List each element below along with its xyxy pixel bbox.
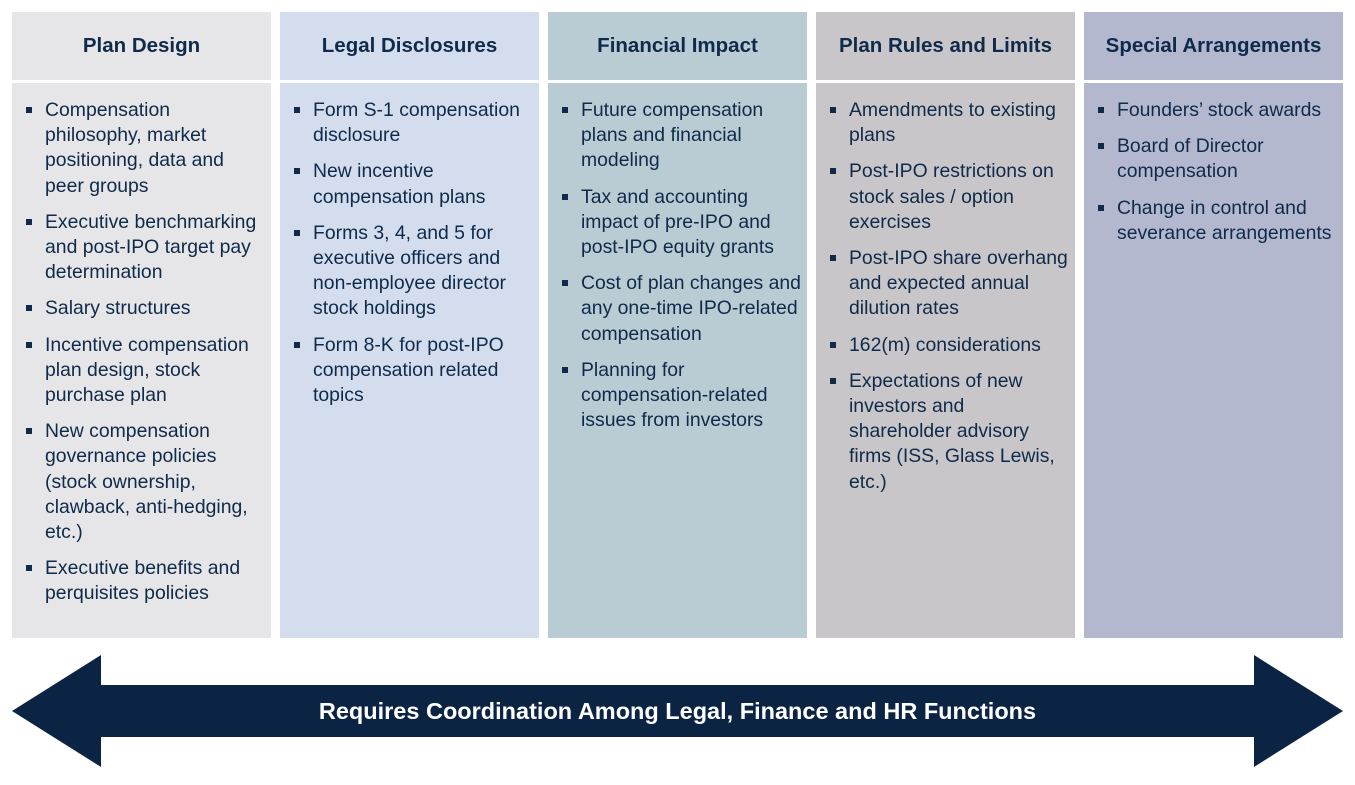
list-item bbox=[24, 419, 265, 545]
list-item bbox=[292, 159, 533, 209]
square-bullet-icon bbox=[830, 378, 836, 384]
list-item-text: Amendments to existing plans bbox=[849, 99, 1056, 147]
square-bullet-icon bbox=[1098, 143, 1104, 149]
column-legal-disclosures bbox=[280, 12, 539, 638]
column-plan-rules-and-limits bbox=[816, 12, 1075, 638]
list-item-text: Board of Director compensation bbox=[1117, 135, 1264, 183]
list-item bbox=[560, 98, 801, 174]
coordination-arrow bbox=[12, 655, 1343, 767]
square-bullet-icon bbox=[562, 107, 568, 113]
list-item-text: Form S-1 compensation disclosure bbox=[313, 99, 520, 147]
square-bullet-icon bbox=[26, 305, 32, 311]
list-item bbox=[292, 98, 533, 148]
column-header: Plan Design bbox=[12, 12, 271, 80]
list-item-text: New incentive compensation plans bbox=[313, 160, 486, 208]
square-bullet-icon bbox=[562, 367, 568, 373]
square-bullet-icon bbox=[26, 219, 32, 225]
list-item bbox=[24, 98, 265, 199]
square-bullet-icon bbox=[562, 194, 568, 200]
list-item-text: Post-IPO restrictions on stock sales / option exercises bbox=[849, 160, 1054, 233]
column-body bbox=[280, 83, 539, 638]
square-bullet-icon bbox=[830, 342, 836, 348]
list-item-text: Founders’ stock awards bbox=[1117, 99, 1322, 121]
list-item bbox=[560, 358, 801, 434]
column-body bbox=[548, 83, 807, 638]
list-item-text: Planning for compensation-related issues from investors bbox=[581, 358, 768, 432]
list-item-text: Tax and accounting impact of pre-IPO and post-IPO equity grants bbox=[581, 185, 774, 259]
square-bullet-icon bbox=[830, 255, 836, 261]
square-bullet-icon bbox=[562, 280, 568, 286]
list-item bbox=[1096, 98, 1337, 123]
square-bullet-icon bbox=[294, 168, 300, 174]
list-item bbox=[24, 556, 265, 606]
square-bullet-icon bbox=[830, 168, 836, 174]
square-bullet-icon bbox=[830, 107, 836, 113]
list-item-text: Forms 3, 4, and 5 for executive officers and non-employee director stock holdings bbox=[313, 221, 506, 320]
list-item bbox=[24, 210, 265, 286]
square-bullet-icon bbox=[1098, 107, 1104, 113]
list-item-text: Expectations of new investors and shareholder advisory firms (ISS, Glass Lewis, etc.) bbox=[849, 369, 1055, 493]
square-bullet-icon bbox=[26, 565, 32, 571]
list-item bbox=[828, 98, 1069, 148]
category-columns bbox=[12, 12, 1343, 638]
column-header: Plan Rules and Limits bbox=[816, 12, 1075, 80]
bullet-list bbox=[560, 98, 801, 433]
square-bullet-icon bbox=[1098, 205, 1104, 211]
column-financial-impact bbox=[548, 12, 807, 638]
list-item-text: Change in control and severance arrangements bbox=[1117, 196, 1332, 244]
square-bullet-icon bbox=[294, 342, 300, 348]
column-body bbox=[1084, 83, 1343, 638]
column-plan-design bbox=[12, 12, 271, 638]
bullet-list bbox=[828, 98, 1069, 495]
column-body bbox=[816, 83, 1075, 638]
list-item bbox=[292, 221, 533, 322]
list-item bbox=[828, 369, 1069, 495]
list-item bbox=[560, 185, 801, 261]
list-item bbox=[560, 271, 801, 347]
list-item-text: 162(m) considerations bbox=[849, 333, 1041, 356]
list-item-text: Salary structures bbox=[45, 297, 191, 320]
arrow-label: Requires Coordination Among Legal, Finance and HR Functions bbox=[318, 697, 1037, 724]
column-special-arrangements bbox=[1084, 12, 1343, 638]
square-bullet-icon bbox=[294, 230, 300, 236]
list-item-text: Compensation philosophy, market positioning, data and peer groups bbox=[45, 99, 224, 197]
square-bullet-icon bbox=[26, 428, 32, 434]
column-header: Financial Impact bbox=[548, 12, 807, 80]
list-item-text: Post-IPO share overhang and expected annual dilution rates bbox=[849, 247, 1068, 320]
column-body bbox=[12, 83, 271, 638]
list-item-text: Incentive compensation plan design, stock purchase plan bbox=[45, 333, 249, 407]
list-item-text: Cost of plan changes and any one-time IPO-related compensation bbox=[581, 272, 801, 345]
square-bullet-icon bbox=[26, 107, 32, 113]
list-item bbox=[24, 296, 265, 321]
list-item bbox=[828, 246, 1069, 322]
list-item bbox=[1096, 196, 1337, 246]
list-item-text: Executive benefits and perquisites policies bbox=[45, 557, 241, 605]
bullet-list bbox=[292, 98, 533, 408]
list-item bbox=[828, 333, 1069, 358]
bullet-list bbox=[24, 98, 265, 607]
list-item bbox=[292, 333, 533, 409]
list-item bbox=[1096, 134, 1337, 184]
list-item-text: Future compensation plans and financial modeling bbox=[581, 99, 764, 172]
list-item-text: New compensation governance policies (stock ownership, clawback, anti-hedging, etc.) bbox=[45, 420, 248, 544]
list-item bbox=[828, 159, 1069, 235]
square-bullet-icon bbox=[26, 342, 32, 348]
list-item-text: Executive benchmarking and post-IPO target pay determination bbox=[45, 210, 257, 284]
column-header: Legal Disclosures bbox=[280, 12, 539, 80]
square-bullet-icon bbox=[294, 107, 300, 113]
bullet-list bbox=[1096, 98, 1337, 246]
list-item bbox=[24, 333, 265, 409]
column-header: Special Arrangements bbox=[1084, 12, 1343, 80]
list-item-text: Form 8-K for post-IPO compensation related topics bbox=[313, 333, 504, 407]
